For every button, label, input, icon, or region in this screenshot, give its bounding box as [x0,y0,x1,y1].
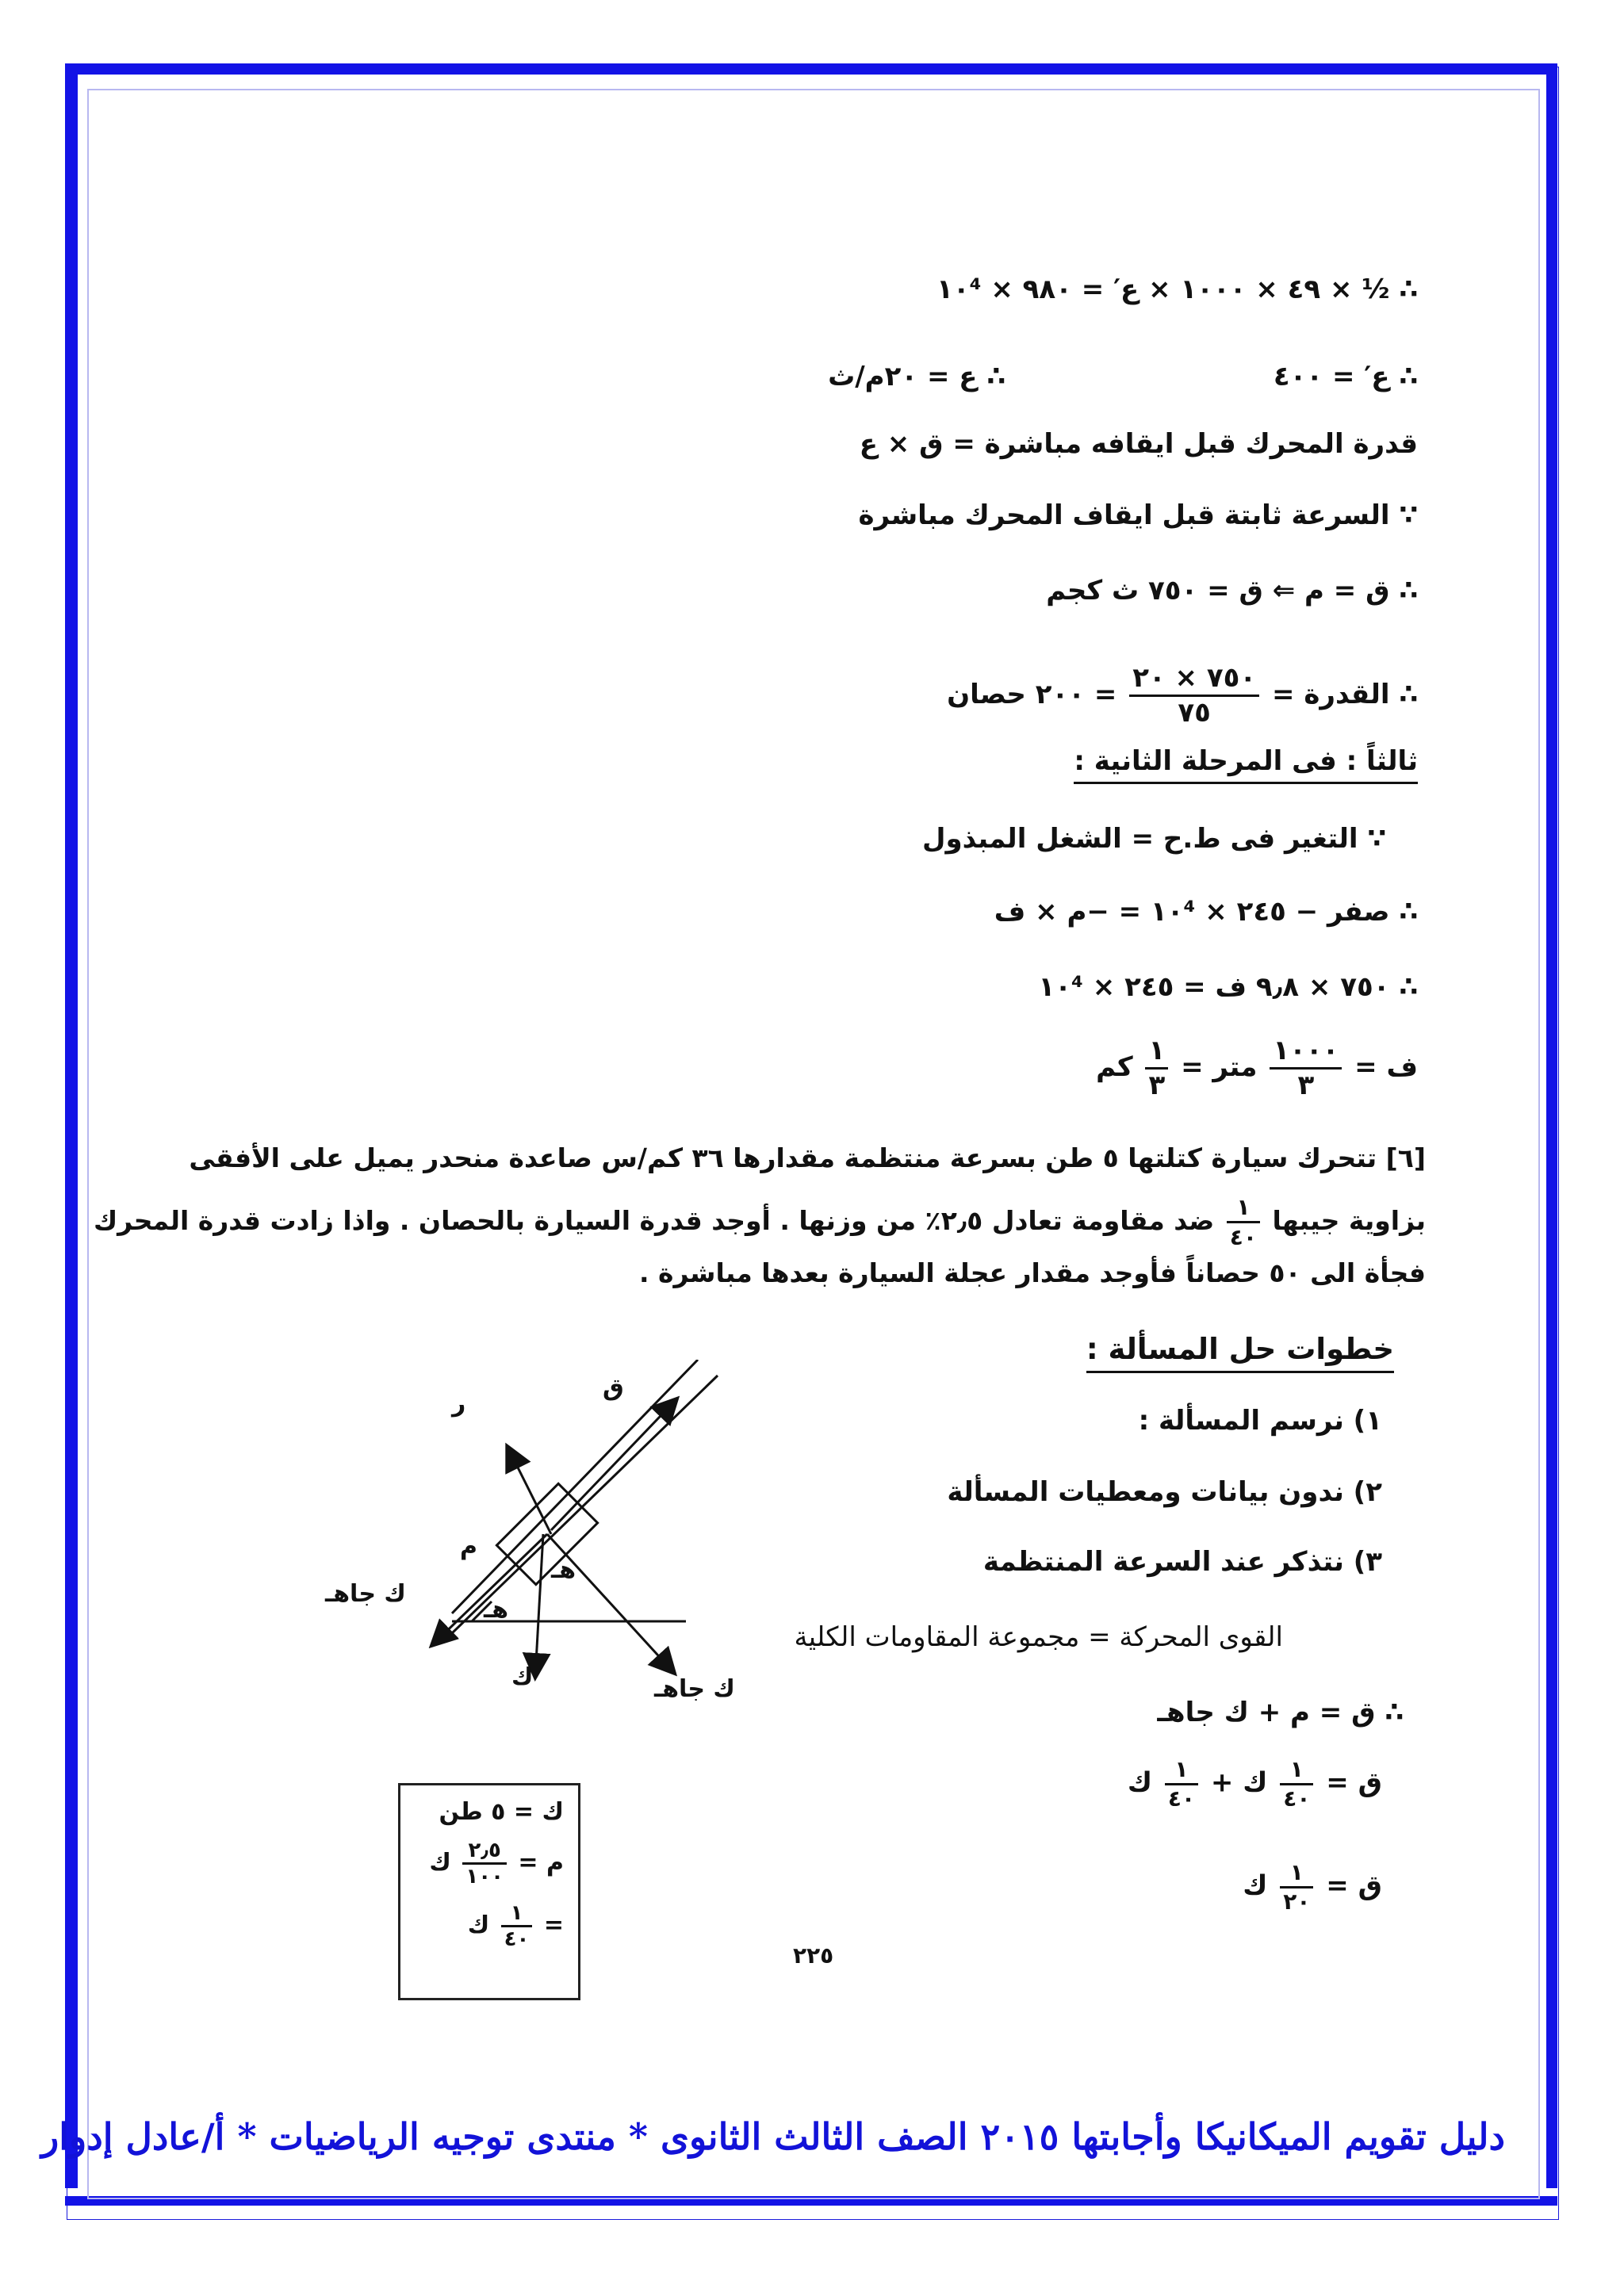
power-label: ∴ القدرة = [1272,678,1418,710]
eq-line-3: قدرة المحرك قبل ايقافه مباشرة = ق × ع [859,428,1418,460]
label-kjah-left: ك جاهـ [325,1580,406,1608]
distance-frac-numerator: ١٠٠٠ [1270,1035,1342,1070]
frame-bar-left [65,111,78,2188]
power-fraction [1129,662,1259,729]
force-q-arrow [551,1399,676,1530]
label-kjah-right: ك جاهـ [654,1675,735,1701]
component-arrow [547,1534,674,1673]
distance-km-fraction [1145,1035,1168,1102]
problem-frac-numerator: ١ [1227,1193,1260,1223]
eq2-fraction-2 [1165,1756,1198,1812]
slope-frac-numerator: ١ [501,1901,533,1927]
eq-line-4: ∵ السرعة ثابتة قبل ايقاف المحرك مباشرة [858,499,1418,531]
distance-frac-denominator: ٣ [1297,1069,1315,1101]
page-number: ٢٢٥ [793,1942,834,1969]
problem-fraction [1227,1193,1260,1251]
resistance-frac-denominator: ١٠٠ [465,1865,504,1888]
slope-fraction [501,1901,533,1951]
eq2-fraction-1 [1280,1756,1313,1812]
eq2-frac1-denominator: ٤٠ [1283,1785,1311,1812]
resistance-frac-numerator: ٢٫٥ [462,1839,507,1865]
problem-line-2 [93,1193,1426,1251]
km-frac-numerator: ١ [1145,1035,1168,1070]
power-result: = ٢٠٠ حصان [947,678,1117,710]
section-heading [1074,745,1418,778]
given-slope [400,1901,564,1951]
problem-frac-denominator: ٤٠ [1229,1224,1257,1250]
frame-corner-tr2 [1546,63,1557,119]
problem-line-3: فجأة الى ٥٠ حصاناً فأوجد مقدار عجلة السيارة بعدها مباشرة . [638,1257,1426,1288]
page-footer: دليل تقويم الميكانيكا وأجابتها ٢٠١٥ الصف الثالث الثانوى * منتدى توجيه الرياضيات * أ/عادل إدوار [41,2115,1505,2158]
eq-line-8: ∴ صفر − ٢٤٥ × ١٠⁴ = −م × ف [994,896,1418,928]
eq-line-1: ∴ ½ × ٤٩ × ١٠٠٠ × ع′ = ٩٨٠ × ١٠⁴ [936,274,1418,305]
force-r-arrow [508,1447,551,1534]
eq2-part-a: ق = [1326,1766,1382,1799]
rule-line: القوى المحركة = مجموعة المقاومات الكلية [794,1621,1283,1653]
problem-line-1: [٦] تتحرك سيارة كتلتها ٥ طن بسرعة منتظمة مقدارها ٣٦ كم/س صاعدة منحدر يميل على الأفقى [189,1142,1426,1173]
eq2-frac2-numerator: ١ [1165,1756,1198,1785]
resistance-label: م = [518,1849,564,1877]
eq-line-2: ∴ ع′ = ٤٠٠ [1273,361,1418,392]
power-frac-denominator: ٧٥ [1178,696,1211,729]
given-mass: ك = ٥ طن [439,1798,564,1826]
label-q: ق [603,1374,624,1402]
given-resistance [400,1839,564,1888]
steps-title [1086,1332,1394,1367]
eq-line-2b: ∴ ع = ٢٠م/ث [828,361,1005,392]
frame-corner-tl2 [65,63,78,119]
problem-line-2b: ضد مقاومة تعادل ٢٫٥٪ من وزنها . أوجد قدرة السيارة بالحصان . واذا زادت قدرة المحرك [93,1205,1215,1236]
step-1: ١) نرسم المسألة : [1138,1405,1382,1437]
power-frac-numerator: ٧٥٠ × ٢٠ [1129,662,1259,697]
frame-bar-top [111,63,1515,75]
eq3-frac-denominator: ٢٠ [1283,1888,1311,1915]
slope-k: ك [467,1911,490,1939]
eq-steps-1: ∴ ق = م + ك جاهـ [1157,1697,1404,1728]
km-frac-denominator: ٣ [1148,1069,1166,1101]
eq-line-9: ∴ ٧٥٠ × ٩٫٨ ف = ٢٤٥ × ١٠⁴ [1038,971,1418,1003]
eq-line-10 [1096,1035,1418,1102]
eq-line-7: ∵ التغير فى ط.ح = الشغل المبذول [921,823,1386,855]
eq-steps-3 [1243,1859,1382,1915]
inclined-plane-diagram [313,1360,773,1701]
distance-km: كم [1096,1050,1133,1083]
resistance-k: ك [429,1849,451,1877]
distance-fraction [1270,1035,1342,1102]
distance-label: ف = [1354,1050,1418,1083]
eq3-fraction [1280,1859,1313,1915]
eq-line-5: ∴ ق = م ⇐ ق = ٧٥٠ ث كجم [1046,575,1418,607]
label-r: ر [452,1390,466,1418]
steps-title-text: خطوات حل المسألة : [1086,1332,1394,1373]
eq3-part-b: ك [1243,1869,1268,1902]
weight-arrow [535,1534,543,1677]
label-m: م [460,1533,477,1560]
eq2-frac1-numerator: ١ [1280,1756,1313,1785]
label-angle: هـ [484,1596,509,1624]
distance-metre: متر = [1181,1050,1258,1083]
slope-label: = [543,1911,564,1939]
eq-line-6 [947,662,1418,729]
step-3: ٣) نتذكر عند السرعة المنتظمة [982,1546,1382,1578]
frame-bar-right [1546,111,1557,2188]
resistance-fraction [462,1839,507,1888]
eq2-frac2-denominator: ٤٠ [1167,1785,1196,1812]
eq2-part-b: ك + [1210,1766,1268,1799]
section-heading-text: ثالثاً : فى المرحلة الثانية : [1074,745,1418,784]
incline-line-2 [452,1376,718,1633]
problem-line-2a: بزاوية جيبها [1272,1205,1426,1236]
slope-frac-denominator: ٤٠ [504,1927,530,1951]
given-data-box [398,1783,580,2000]
label-h: هـ [551,1556,576,1584]
eq-steps-2 [1128,1756,1382,1812]
eq3-frac-numerator: ١ [1280,1859,1313,1888]
step-2: ٢) ندون بيانات ومعطيات المسألة [947,1476,1382,1508]
label-k: ك [511,1663,534,1691]
eq2-part-c: ك [1127,1766,1153,1799]
eq3-part-a: ق = [1326,1869,1382,1902]
force-m-arrow [432,1534,547,1645]
